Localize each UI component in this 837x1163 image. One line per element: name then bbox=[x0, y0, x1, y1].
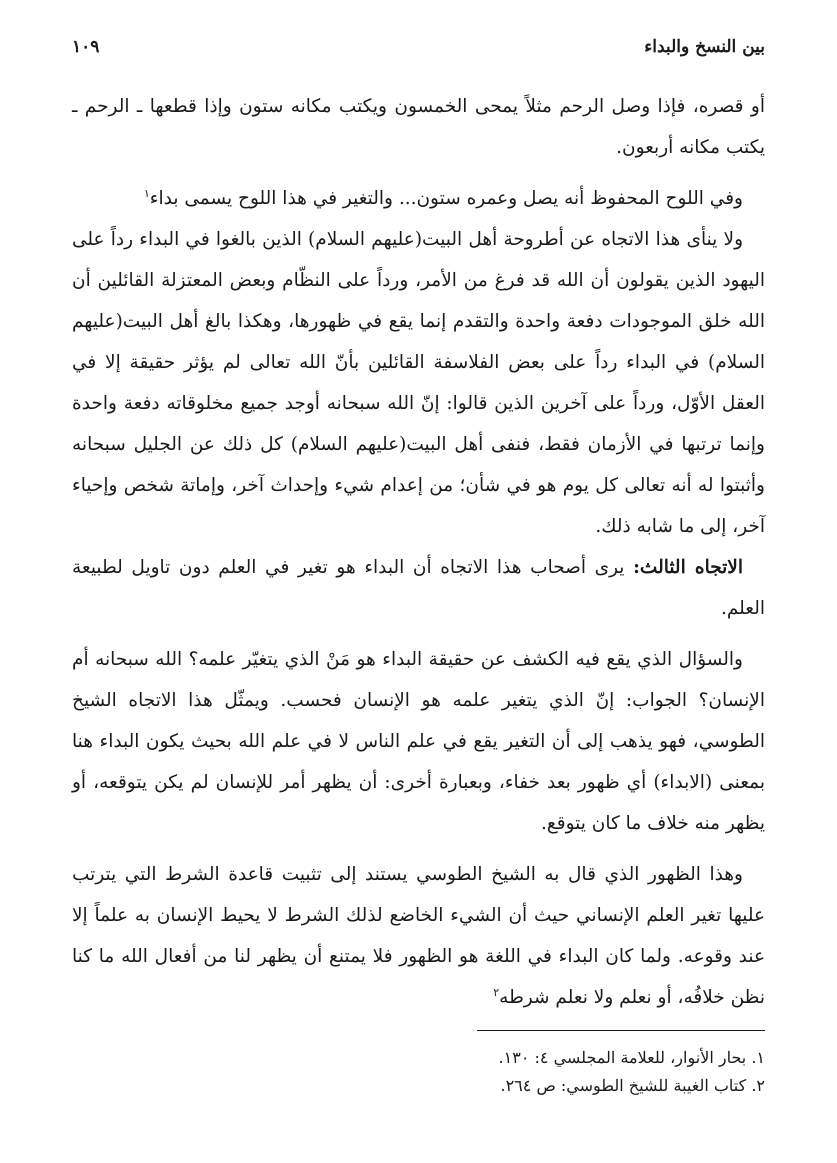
paragraph: والسؤال الذي يقع فيه الكشف عن حقيقة البداء هو مَنْ الذي يتغيّر علمه؟ الله سبحانه أم الإنسان؟ الجواب: إنّ الذي يتغير علمه هو الإنسان فحسب. ويمثّل هذا الاتجاه الشيخ الطوسي، فهو يذهب إلى أن التغير يقع في علم الناس لا في علم الله بحيث يكون البداء هنا بمعنى (الابداء) أي ظهور بعد خفاء، وبعبارة أخرى: أن يظهر أمر للإنسان لم يكن يتوقعه، أو يظهر منه خلاف ما كان يتوقع. bbox=[72, 649, 765, 834]
paragraph bbox=[72, 854, 765, 1018]
footnote: ١. بحار الأنوار، للعلامة المجلسي ٤: ١٣٠. bbox=[498, 1048, 765, 1067]
paragraph: أو قصره، فإذا وصل الرحم مثلاً يمحى الخمسون ويكتب مكانه ستون وإذا قطعها ـ الرحم ـ يكتب مكانه أربعون. bbox=[72, 96, 765, 158]
paragraph bbox=[72, 547, 765, 629]
footnote-ref: ٢ bbox=[493, 985, 500, 999]
footnotes bbox=[72, 1044, 765, 1100]
paragraph-text: وفي اللوح المحفوظ أنه يصل وعمره ستون... والتغير في هذا اللوح يسمى بداء bbox=[149, 188, 743, 209]
section-heading: الاتجاه الثالث: bbox=[633, 557, 743, 578]
running-header bbox=[72, 34, 765, 60]
paragraph bbox=[72, 178, 765, 219]
paragraph: ولا ينأى هذا الاتجاه عن أطروحة أهل البيت(عليهم السلام) الذين بالغوا في البداء رداً على اليهود الذين يقولون أن الله قد فرغ من الأمر، ورداً على النظّام وبعض المعتزلة القائلين أن الله خلق الموجودات دفعة واحدة والتقدم إنما يقع في ظهورها، وهكذا بالغ أهل البيت(عليهم السلام) في البداء رداً على بعض الفلاسفة القائلين بأنّ الله تعالى لم يؤثر حقيقة إلا في العقل الأوّل، ورداً على آخرين الذين قالوا: إنّ الله سبحانه أوجد جميع مخلوقاته دفعة واحدة وإنما ترتبها في الأزمان فقط، فنفى أهل البيت(عليهم السلام) كل ذلك عن الجليل سبحانه وأثبتوا له أنه تعالى كل يوم هو في شأن؛ من إعدام شيء وإحداث آخر، وإماتة شخص وإحياء آخر، إلى ما شابه ذلك. bbox=[72, 229, 766, 537]
main-text bbox=[72, 86, 765, 1018]
footnote-ref: ١ bbox=[143, 186, 150, 200]
footnote-divider bbox=[477, 1030, 765, 1031]
running-title: بين النسخ والبداء bbox=[644, 37, 765, 57]
paragraph-text: وهذا الظهور الذي قال به الشيخ الطوسي يستند إلى تثبيت قاعدة الشرط التي يترتب عليها تغير العلم الإنساني حيث أن الشيء الخاضع لذلك الشرط لا يحيط الإنسان به علماً إلا عند وقوعه. ولما كان البداء في اللغة هو الظهور فلا يمتنع أن يظهر لنا من أفعال الله ما كنا نظن خلافُه، أو نعلم ولا نعلم شرطه bbox=[72, 864, 765, 1008]
page-number: ١٠٩ bbox=[72, 37, 100, 57]
paragraph-text: يرى أصحاب هذا الاتجاه أن البداء هو تغير في العلم دون تاويل لطبيعة العلم. bbox=[72, 557, 765, 619]
footnote: ٢. كتاب الغيبة للشيخ الطوسي: ص ٢٦٤. bbox=[500, 1076, 765, 1095]
